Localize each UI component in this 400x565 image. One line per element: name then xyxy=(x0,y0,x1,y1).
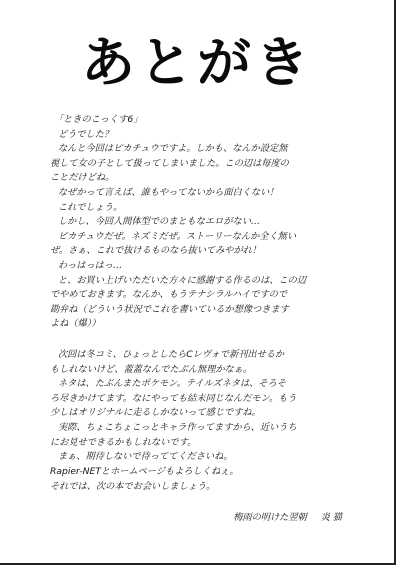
text-line: Rapier-NETとホームページもよろしくねぇ。 xyxy=(50,466,239,477)
signature-date: 梅雨の明けた翌朝 xyxy=(233,512,307,523)
text-line: これでしょう。 xyxy=(58,201,123,213)
text-line: ぜ。さぁ、これで抜けるものなら抜いてみやがれ！ xyxy=(50,245,262,257)
afterword-paragraph-3 xyxy=(50,465,370,494)
text-line: よね（爆）） xyxy=(50,318,101,330)
text-line: なぜかって言えば、誰もやってないから面白くない！ xyxy=(58,186,279,198)
text-line: 「ときのこっくす6」 xyxy=(54,114,143,125)
text-line: ネタは、たぶんまたポケモン。テイルズネタは、そろそ xyxy=(58,378,287,390)
page-title: あとがき xyxy=(81,31,313,94)
text-line: なんと今回はピカチュウですよ。しかも、なんか設定無 xyxy=(58,143,288,155)
text-line: 次回は冬コミ、ひょっとしたらCレヴォで新刊出せるか xyxy=(58,349,285,360)
text-line: まぁ、期待しないで待っててくださいね。 xyxy=(58,451,233,463)
text-line: でやめておきます。なんか、もうテナシラルハイですので xyxy=(50,289,288,301)
text-line: もしれないけど、蓋蓋なんでたぶん無理かなぁ。 xyxy=(50,363,253,375)
text-line: 実際、ちょこちょこっとキャラ作ってますから、近いうち xyxy=(58,421,297,433)
text-line: 勘弁ね（どういう状況でこれを書いているか想像つきます xyxy=(50,303,289,315)
afterword-paragraph-2 xyxy=(50,348,370,465)
afterword-paragraph-1 xyxy=(50,113,370,332)
text-line: と、お買い上げいただいた方々に感謝する作るのは、この辺 xyxy=(58,274,307,286)
text-line: 視して女の子として扱ってしまいました。この辺は毎度の xyxy=(50,157,289,169)
text-line: ことだけどね。 xyxy=(50,172,115,184)
text-line: にお見せできるかもしれないです。 xyxy=(50,436,197,448)
signature-author: 炎 猫 xyxy=(320,512,342,523)
text-line: しかし、今回人間体型でのまともなエロがない… xyxy=(58,216,261,228)
text-line: 少しはオリジナルに走るしかないって感じですね。 xyxy=(50,407,261,419)
text-line: それでは、次の本でお会いしましょう。 xyxy=(50,480,216,492)
text-line: わっはっはっ… xyxy=(58,259,123,271)
text-line: どうでした？ xyxy=(58,128,114,140)
text-line: ピカチュウだぜ。ネズミだぜ。ストーリーなんか全く無い xyxy=(58,230,297,242)
text-line: ろ尽きかけてます。なにやっても結末同じなんだモン。もう xyxy=(50,392,297,404)
signature xyxy=(233,509,342,523)
